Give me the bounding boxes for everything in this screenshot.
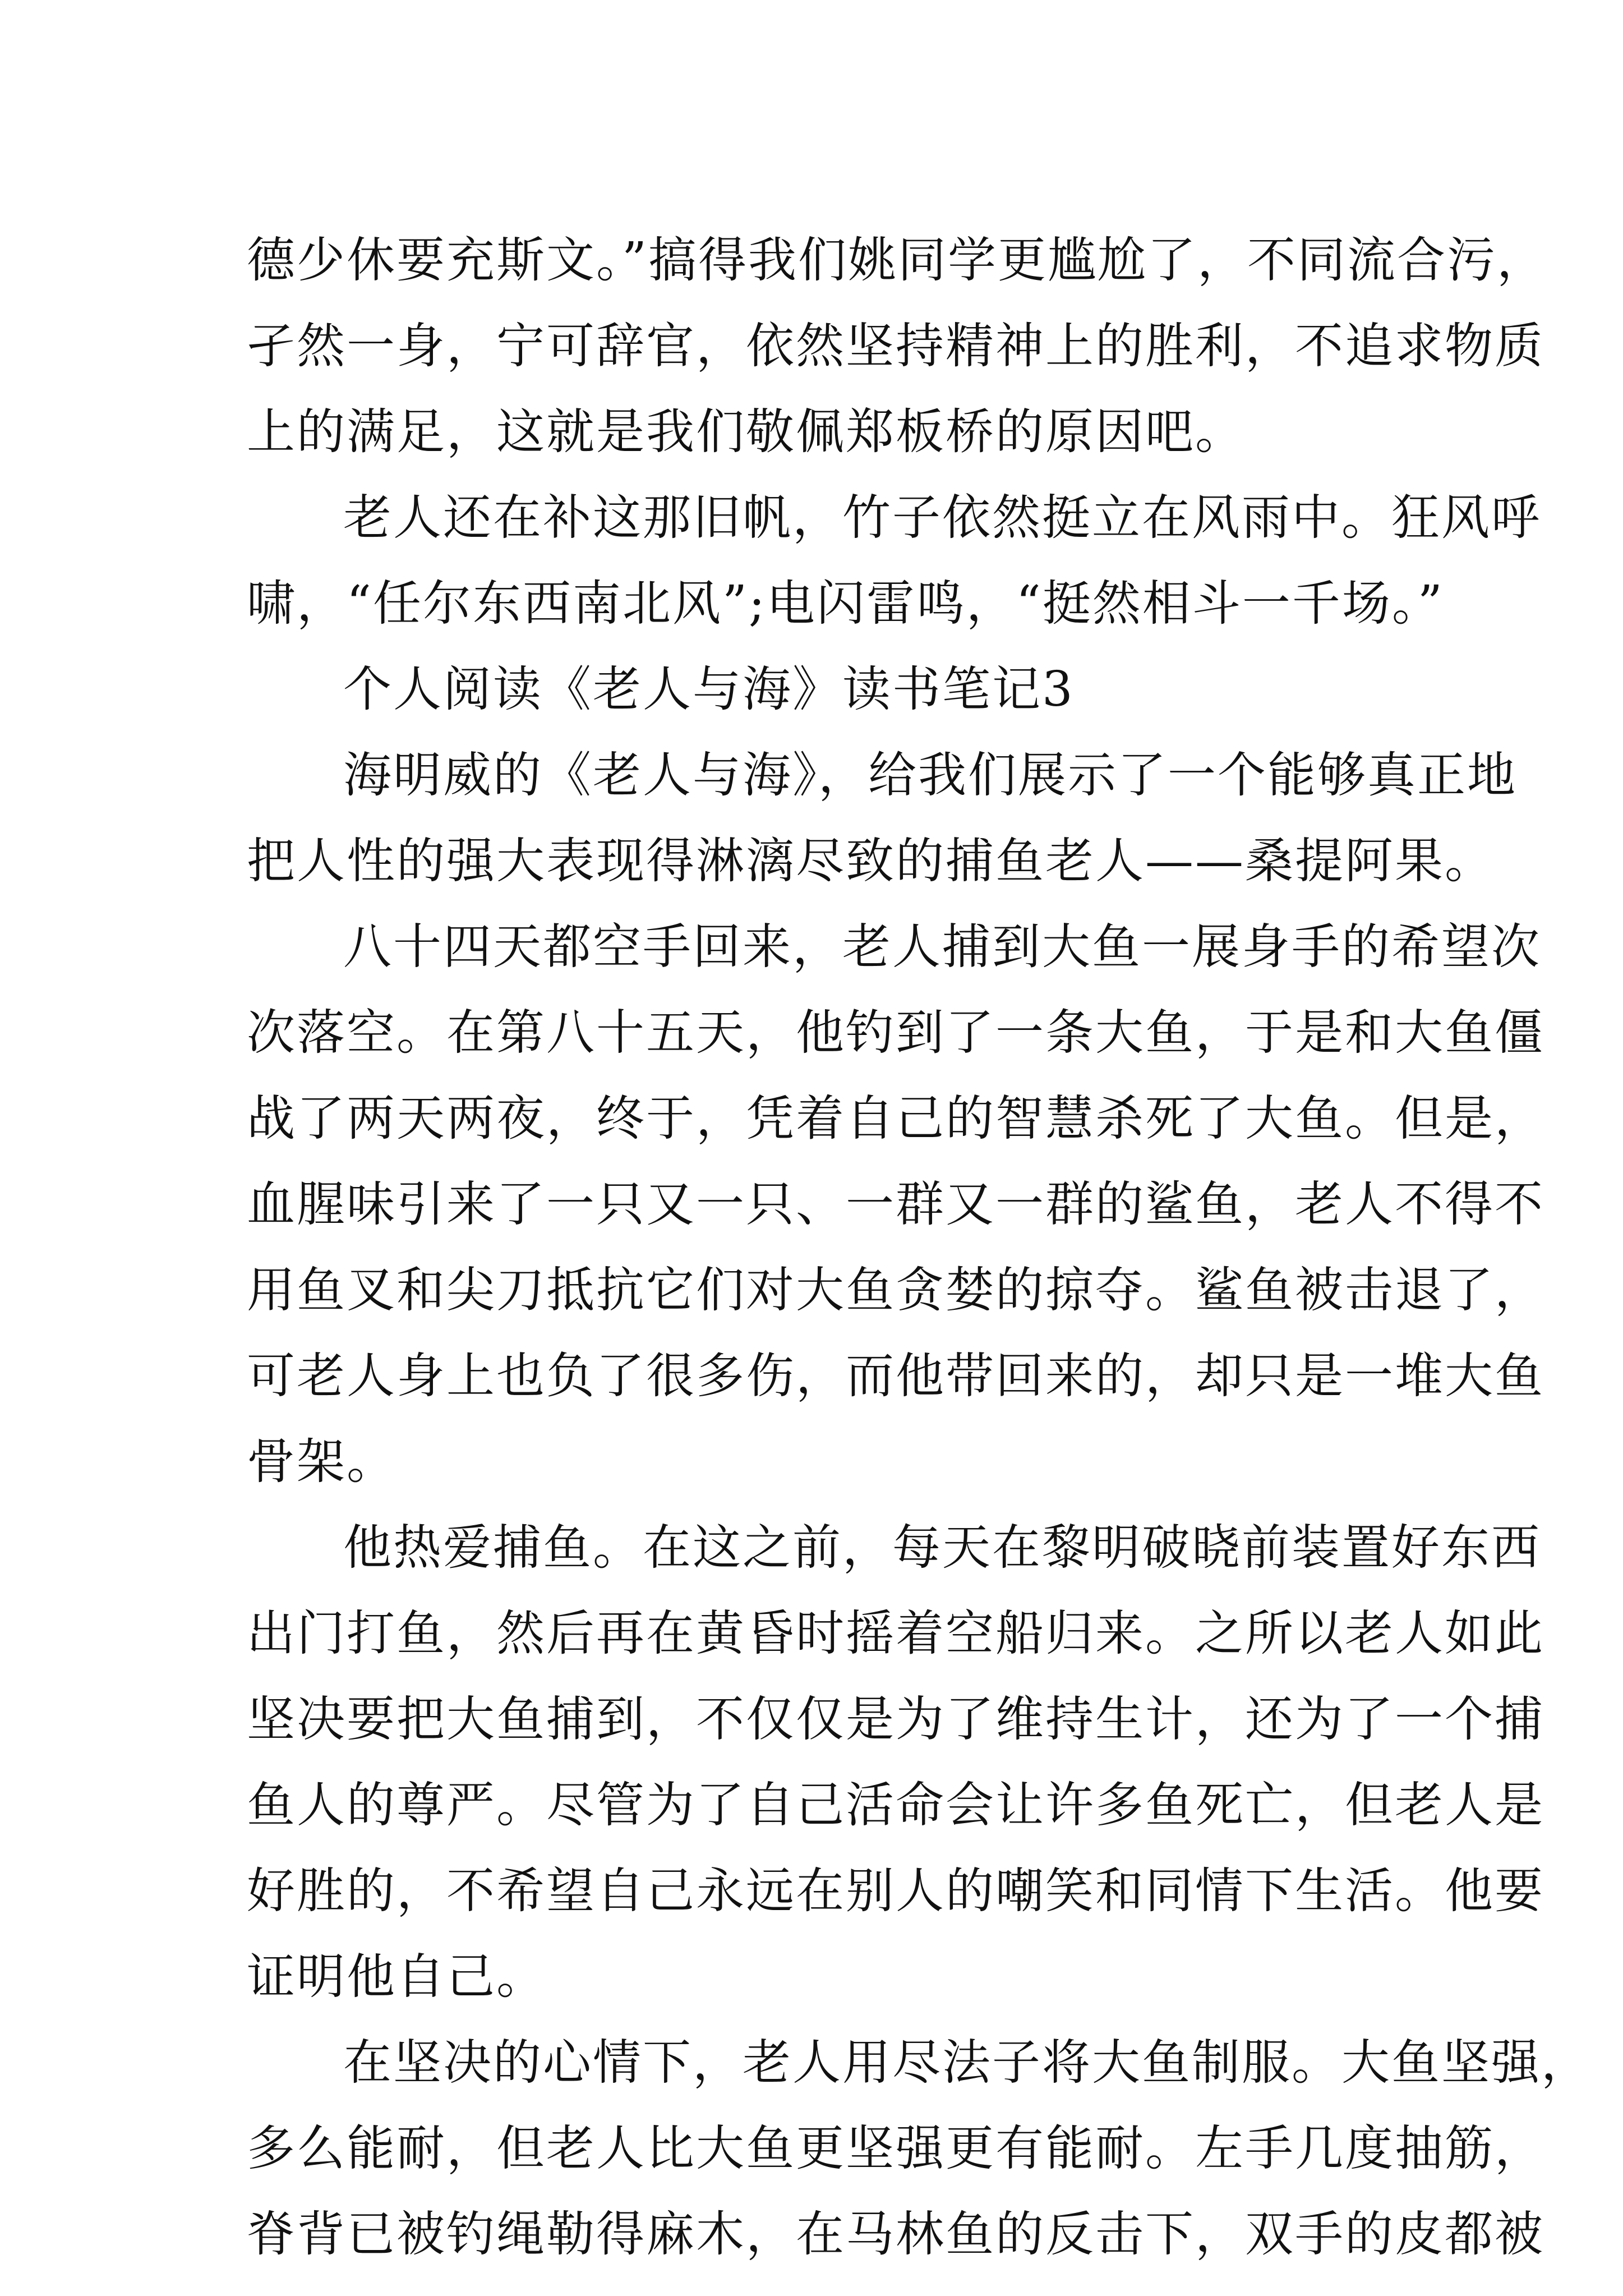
text-line: 把人性的强大表现得淋漓尽致的捕鱼老人——桑提阿果。 [247,833,1495,889]
text-line: 出门打鱼，然后再在黄昏时摇着空船归来。之所以老人如此 [247,1605,1544,1662]
text-line: 证明他自己。 [247,1949,546,2005]
text-line: 战了两天两夜，终于，凭着自己的智慧杀死了大鱼。但是， [247,1091,1544,1147]
text-line: 海明威的《老人与海》，给我们展示了一个能够真正地 [343,747,1517,803]
body-text [247,218,1591,2277]
text-line: 可老人身上也负了很多伤，而他带回来的，却只是一堆大鱼 [247,1348,1544,1404]
text-line: 在坚决的心情下，老人用尽法子将大鱼制服。大鱼坚强， [343,2035,1591,2091]
text-line: 骨架。 [247,1434,396,1490]
text-line: 啸，“任尔东西南北风”;电闪雷鸣，“挺然相斗一千场。” [247,576,1444,632]
text-line: 鱼人的尊严。尽管为了自己活命会让许多鱼死亡，但老人是 [247,1777,1544,1833]
text-line: 孑然一身，宁可辞官，依然坚持精神上的胜利，不追求物质 [247,318,1544,374]
text-line: 用鱼叉和尖刀抵抗它们对大鱼贪婪的掠夺。鲨鱼被击退了， [247,1262,1544,1318]
text-line: 上的满足，这就是我们敬佩郑板桥的原因吧。 [247,404,1245,460]
text-line: 八十四天都空手回来，老人捕到大鱼一展身手的希望次 [343,919,1541,975]
text-line: 坚决要把大鱼捕到，不仅仅是为了维持生计，还为了一个捕 [247,1691,1544,1747]
text-line: 血腥味引来了一只又一只、一群又一群的鲨鱼，老人不得不 [247,1176,1544,1232]
text-line: 脊背已被钓绳勒得麻木，在马林鱼的反击下，双手的皮都被 [247,2206,1544,2262]
text-line: 多么能耐，但老人比大鱼更坚强更有能耐。左手几度抽筋， [247,2120,1544,2177]
text-line: 德少休要充斯文。”搞得我们姚同学更尴尬了，不同流合污， [247,232,1547,288]
text-line: 好胜的，不希望自己永远在别人的嘲笑和同情下生活。他要 [247,1863,1544,1919]
text-line: 老人还在补这那旧帆，竹子依然挺立在风雨中。狂风呼 [343,490,1541,546]
text-line: 他热爱捕鱼。在这之前，每天在黎明破晓前装置好东西 [343,1520,1541,1576]
text-line: 次落空。在第八十五天，他钓到了一条大鱼，于是和大鱼僵 [247,1005,1544,1061]
section-heading: 个人阅读《老人与海》读书笔记3 [343,661,1075,717]
